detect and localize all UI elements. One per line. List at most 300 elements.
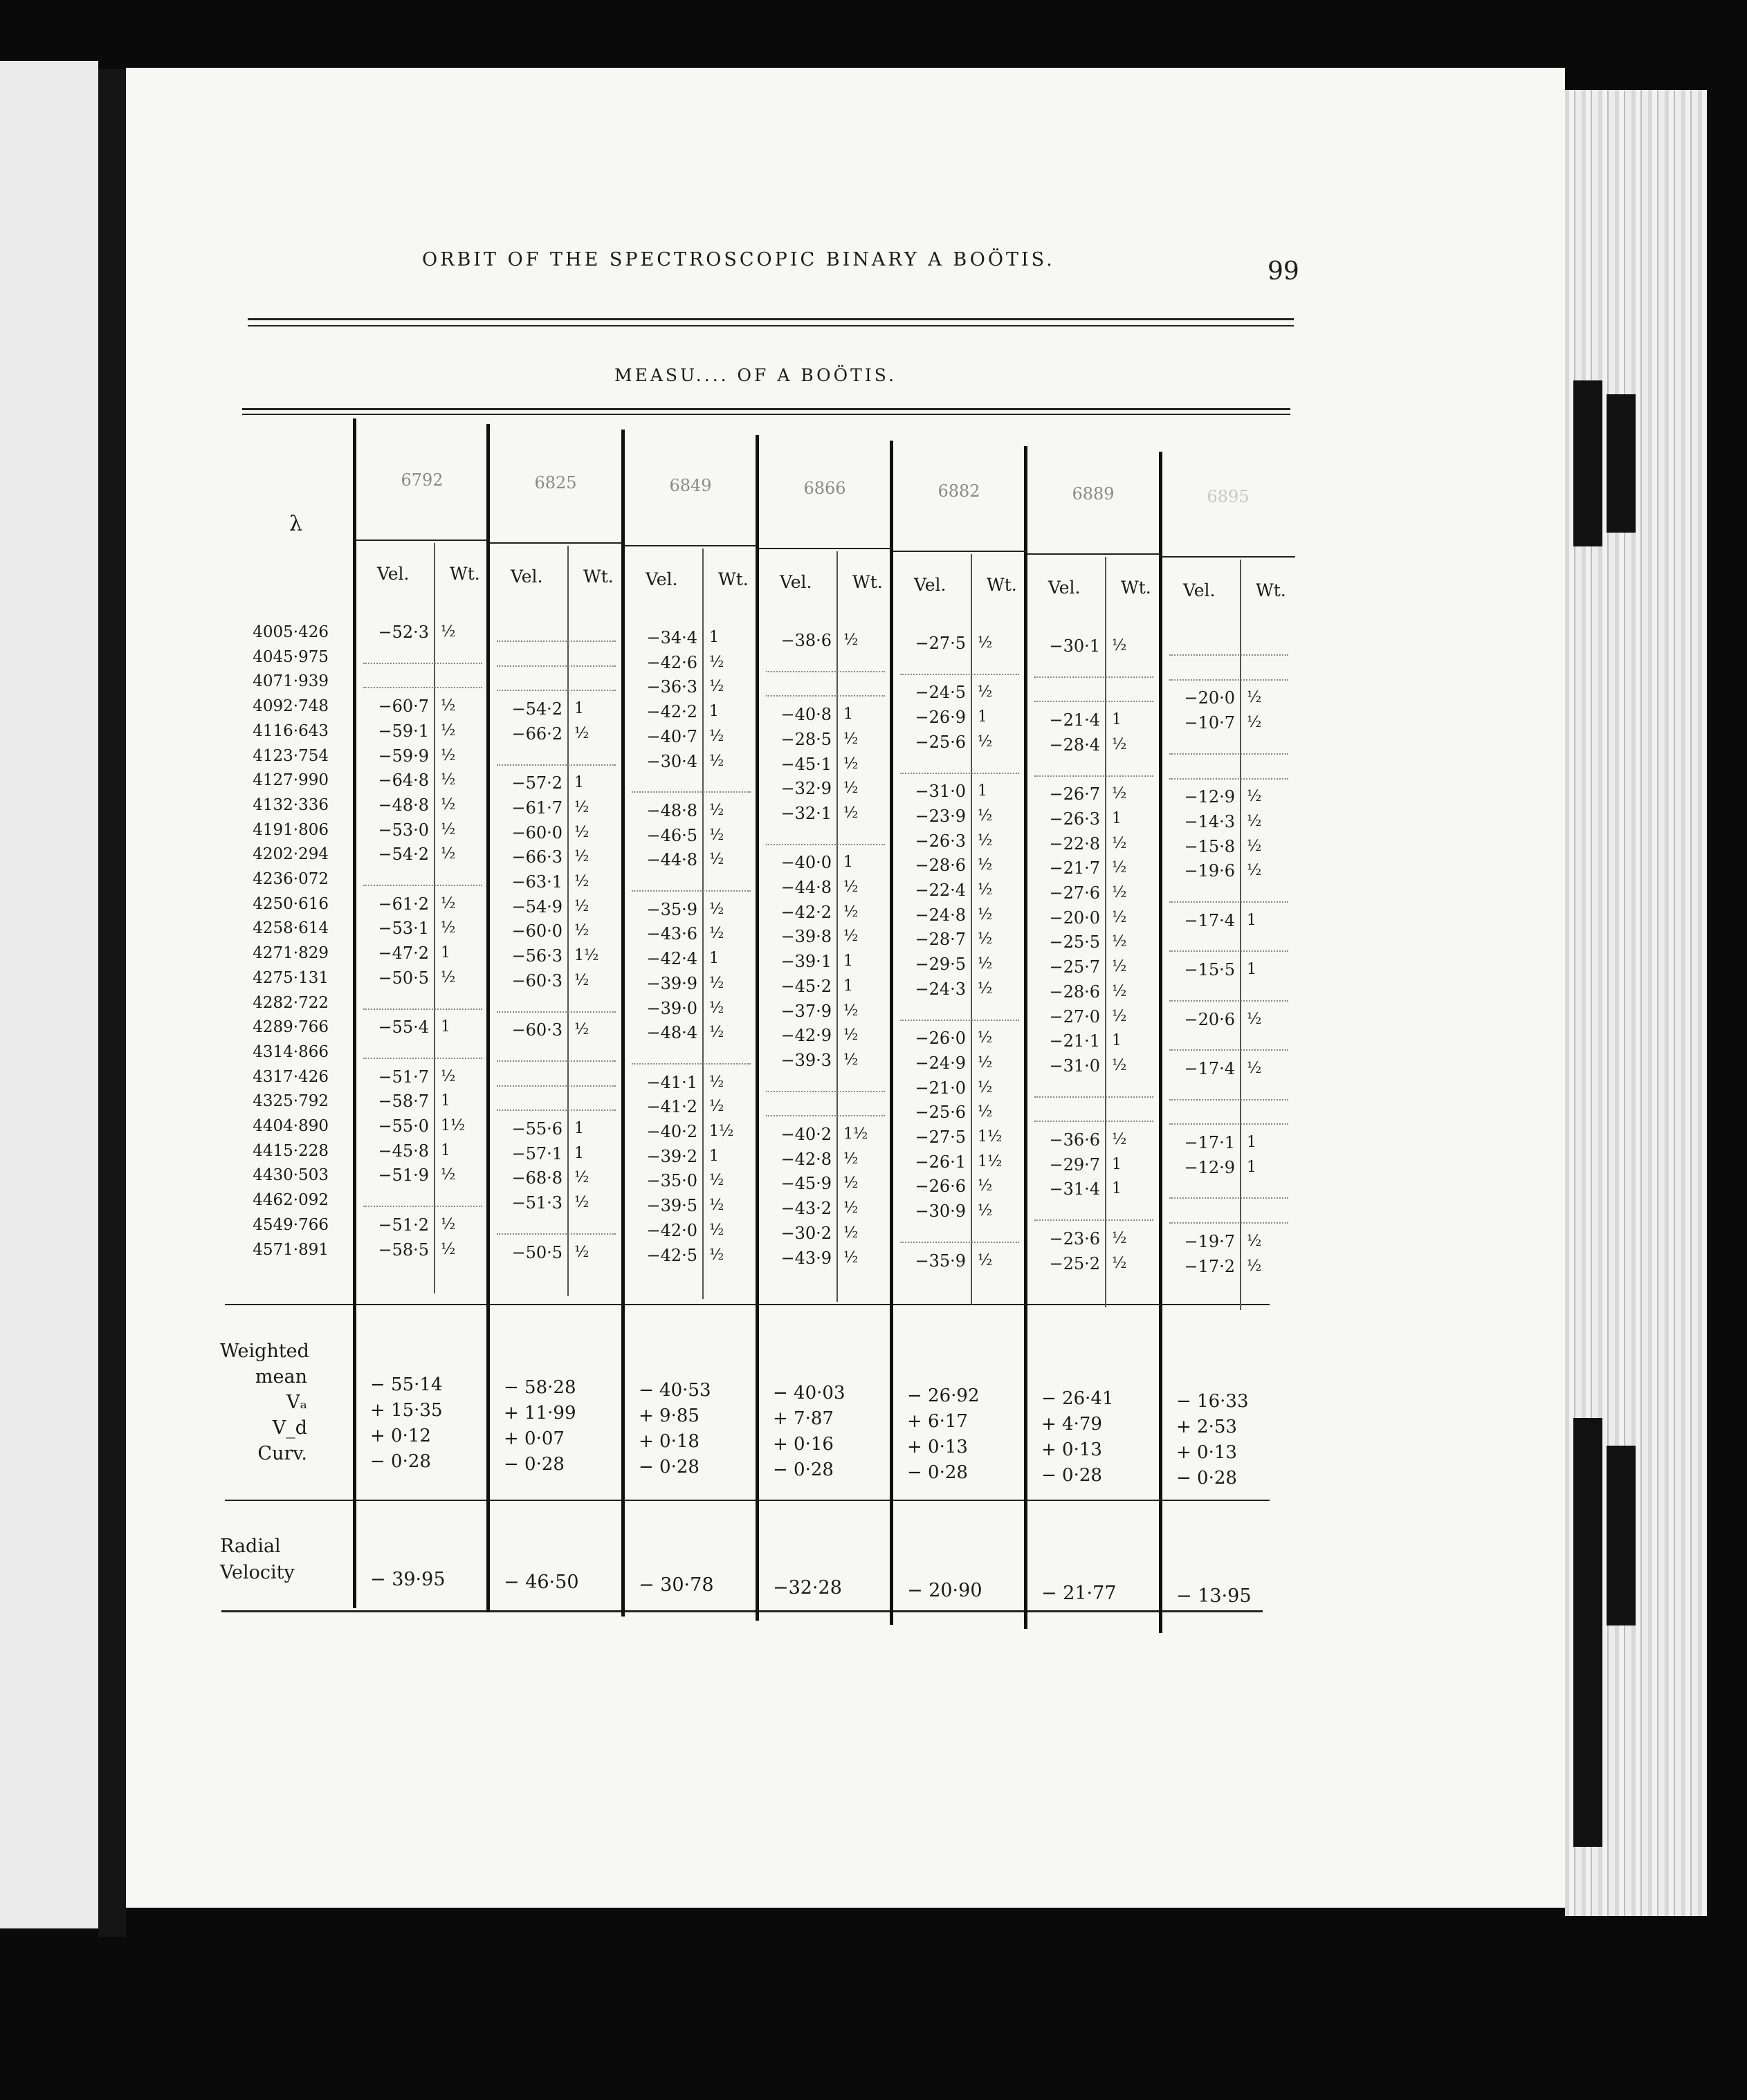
curv-value: − 0·28 (1176, 1468, 1237, 1489)
weight-cell: ½ (843, 1150, 859, 1168)
weight-cell: ½ (1112, 637, 1127, 654)
weight-cell: ½ (1112, 859, 1127, 877)
velocity-cell: −25·7 (1049, 957, 1100, 977)
weight-cell: 1 (1247, 961, 1256, 979)
vel-header: Vel. (377, 564, 410, 584)
velocity-cell: −51·9 (378, 1166, 429, 1186)
velocity-cell: −50·5 (378, 968, 429, 988)
wavelength-cell: 4289·766 (253, 1018, 329, 1037)
empty-cell (497, 690, 616, 691)
weighted-mean-value: − 40·03 (773, 1383, 845, 1403)
wt-header: Wt. (987, 575, 1017, 595)
weight-cell: ½ (1247, 862, 1262, 880)
weight-cell: ½ (441, 1215, 456, 1233)
velocity-cell: −26·3 (915, 831, 966, 851)
wt-header: Wt. (1256, 580, 1286, 600)
empty-cell (1169, 1197, 1288, 1199)
velocity-cell: −51·3 (511, 1193, 562, 1213)
lambda-header: λ (289, 512, 303, 536)
empty-cell (1169, 1049, 1288, 1051)
velocity-cell: −26·7 (1049, 784, 1100, 804)
velocity-cell: −61·2 (378, 894, 429, 914)
curv-label: Curv. (257, 1443, 307, 1464)
weight-cell: ½ (709, 752, 724, 770)
velocity-cell: −26·9 (915, 708, 966, 728)
weight-cell: ½ (574, 1194, 589, 1212)
velocity-cell: −42·9 (780, 1026, 832, 1046)
wavelength-cell: 4430·503 (253, 1166, 329, 1185)
velocity-cell: −26·0 (915, 1029, 966, 1049)
velocity-cell: −27·5 (915, 1127, 966, 1147)
weight-cell: ½ (574, 1021, 589, 1039)
weight-cell: ½ (709, 1221, 724, 1239)
velocity-cell: −24·9 (915, 1053, 966, 1073)
velocity-cell: −32·1 (780, 803, 832, 823)
velocity-cell: −29·7 (1049, 1154, 1100, 1175)
velocity-cell: −56·3 (511, 946, 562, 966)
weight-cell: ½ (978, 905, 993, 923)
velocity-cell: −20·0 (1184, 688, 1235, 708)
weight-cell: ½ (709, 1197, 724, 1215)
weight-cell: 1 (709, 629, 719, 646)
column-divider (353, 418, 356, 1608)
velocity-cell: −40·2 (780, 1125, 832, 1144)
plate-number: 6825 (534, 473, 577, 492)
velocity-cell: −30·2 (780, 1223, 832, 1243)
weight-cell: 1 (843, 706, 853, 724)
wt-header: Wt. (1121, 578, 1151, 598)
velocity-cell: −42·2 (780, 902, 832, 922)
empty-cell (766, 844, 885, 845)
weight-cell: ½ (978, 807, 993, 825)
weight-cell: ½ (574, 1169, 589, 1187)
column-divider (621, 430, 625, 1617)
velocity-cell: −46·5 (646, 825, 697, 845)
weight-cell: 1 (709, 1147, 719, 1165)
weighted-mean-value: − 55·14 (370, 1374, 443, 1395)
weight-cell: ½ (843, 1175, 859, 1192)
velocity-cell: −17·4 (1184, 1058, 1235, 1078)
velocity-cell: −40·2 (646, 1122, 697, 1141)
weight-cell: 1 (1247, 911, 1256, 929)
weight-cell: ½ (843, 804, 859, 822)
velocity-cell: −57·2 (511, 773, 562, 793)
radial-velocity-value: − 20·90 (907, 1580, 982, 1601)
empty-cell (1169, 1099, 1288, 1100)
weight-cell: 1 (843, 977, 853, 995)
weight-cell: ½ (1112, 785, 1127, 803)
weight-cell: ½ (1112, 933, 1127, 951)
vel-wt-divider (836, 551, 838, 1302)
wavelength-cell: 4549·766 (253, 1215, 329, 1234)
velocity-cell: −21·0 (915, 1078, 966, 1098)
empty-cell (1034, 1219, 1153, 1221)
velocity-cell: −48·8 (378, 795, 429, 815)
weight-cell: ½ (978, 1177, 993, 1195)
velocity-cell: −44·8 (646, 850, 697, 870)
weight-cell: ½ (709, 1246, 724, 1264)
velocity-cell: −25·6 (915, 1103, 966, 1123)
weight-cell: ½ (978, 1053, 993, 1071)
empty-cell (497, 1109, 616, 1111)
weight-cell: ½ (843, 878, 859, 896)
weight-cell: ½ (441, 1240, 456, 1258)
left-page (0, 61, 98, 1928)
weight-cell: 1 (441, 1092, 450, 1110)
column-divider (1159, 452, 1162, 1633)
velocity-cell: −37·9 (780, 1001, 832, 1021)
column-divider (486, 424, 490, 1612)
weight-cell: 1½ (709, 1123, 734, 1140)
weight-cell: ½ (1112, 1131, 1127, 1148)
plate-rule (625, 545, 758, 546)
weight-cell: ½ (843, 928, 859, 946)
wavelength-cell: 4202·294 (253, 845, 329, 864)
velocity-cell: −20·6 (1184, 1009, 1235, 1029)
weight-cell: ½ (574, 922, 589, 940)
velocity-cell: −63·1 (511, 872, 562, 892)
velocity-cell: −26·6 (915, 1177, 966, 1197)
weight-cell: 1 (574, 774, 584, 792)
wavelength-cell: 4071·939 (253, 672, 329, 691)
velocity-cell: −36·6 (1049, 1130, 1100, 1150)
weight-cell: ½ (1112, 1229, 1127, 1247)
weight-cell: ½ (574, 897, 589, 915)
weight-cell: 1 (843, 854, 853, 872)
wavelength-cell: 4282·722 (253, 993, 329, 1012)
velocity-cell: −17·4 (1184, 910, 1235, 930)
velocity-cell: −35·0 (646, 1171, 697, 1191)
curv-value: − 0·28 (1041, 1465, 1102, 1486)
weight-cell: ½ (441, 919, 456, 937)
va-label: Vₐ (286, 1392, 307, 1413)
vd-value: + 0·07 (504, 1428, 565, 1449)
vel-wt-divider (567, 546, 569, 1296)
velocity-cell: −24·5 (915, 683, 966, 703)
weight-cell: ½ (441, 623, 456, 641)
weight-cell: ½ (978, 1029, 993, 1047)
velocity-cell: −42·5 (646, 1245, 697, 1265)
velocity-cell: −58·7 (378, 1092, 429, 1112)
velocity-cell: −23·9 (915, 806, 966, 826)
velocity-cell: −42·8 (780, 1149, 832, 1169)
velocity-cell: −25·6 (915, 732, 966, 752)
velocity-cell: −58·5 (378, 1240, 429, 1260)
weight-cell: ½ (709, 999, 724, 1017)
weighted-mean-value: − 40·53 (639, 1380, 711, 1401)
empty-cell (900, 674, 1019, 675)
velocity-cell: −39·2 (646, 1146, 697, 1166)
radial-velocity-value: − 46·50 (504, 1572, 579, 1593)
plate-number: 6882 (937, 481, 980, 501)
weight-cell: ½ (574, 724, 589, 742)
velocity-cell: −15·8 (1184, 836, 1235, 856)
velocity-cell: −53·1 (378, 919, 429, 939)
velocity-cell: −42·4 (646, 949, 697, 969)
vel-header: Vel. (1183, 580, 1216, 600)
velocity-cell: −26·3 (1049, 809, 1100, 829)
weight-cell: ½ (1247, 837, 1262, 855)
velocity-cell: −25·5 (1049, 932, 1100, 952)
wavelength-cell: 4404·890 (253, 1117, 329, 1135)
radial-velocity-value: −32·28 (773, 1577, 842, 1599)
va-value: + 9·85 (639, 1406, 699, 1426)
empty-cell (1169, 654, 1288, 656)
empty-cell (363, 1008, 482, 1010)
empty-cell (497, 1060, 616, 1062)
table-section-rule (225, 1304, 1270, 1305)
velocity-cell: −17·2 (1184, 1256, 1235, 1276)
weight-cell: ½ (843, 1249, 859, 1267)
weight-cell: ½ (709, 851, 724, 869)
weight-cell: 1 (1112, 809, 1122, 827)
wt-header: Wt. (583, 567, 614, 587)
column-divider (756, 435, 759, 1621)
velocity-cell: −39·1 (780, 952, 832, 972)
plate-number: 6792 (401, 470, 443, 490)
vel-wt-divider (1105, 557, 1106, 1307)
velocity-cell: −60·0 (511, 822, 562, 842)
weight-cell: ½ (1112, 1254, 1127, 1272)
empty-cell (1169, 901, 1288, 903)
wavelength-cell: 4236·072 (253, 870, 329, 888)
velocity-cell: −12·9 (1184, 1157, 1235, 1177)
velocity-cell: −42·2 (646, 702, 697, 722)
velocity-cell: −34·4 (646, 628, 697, 647)
plate-number: 6849 (669, 476, 712, 495)
empty-cell (363, 1206, 482, 1207)
velocity-cell: −39·9 (646, 973, 697, 993)
header-rule (248, 318, 1294, 320)
library-stamp (1573, 1418, 1602, 1847)
weight-cell: ½ (709, 801, 724, 819)
weight-cell: 1 (1112, 1180, 1122, 1198)
weight-cell: 1 (574, 1144, 584, 1162)
weight-cell: 1½ (843, 1125, 868, 1143)
wavelength-cell: 4092·748 (253, 697, 329, 716)
va-value: + 7·87 (773, 1408, 834, 1429)
velocity-cell: −38·6 (780, 631, 832, 650)
velocity-cell: −54·2 (378, 845, 429, 865)
plate-rule (1162, 556, 1295, 558)
velocity-cell: −64·8 (378, 771, 429, 791)
empty-cell (497, 665, 616, 667)
weight-cell: ½ (843, 1199, 859, 1217)
velocity-cell: −39·8 (780, 927, 832, 947)
vel-header: Vel. (780, 572, 812, 592)
empty-cell (1169, 753, 1288, 755)
velocity-cell: −28·6 (1049, 982, 1100, 1002)
velocity-cell: −24·8 (915, 905, 966, 925)
velocity-cell: −35·9 (915, 1251, 966, 1271)
weight-cell: 1½ (978, 1152, 1003, 1170)
weight-cell: ½ (978, 856, 993, 874)
weight-cell: ½ (1112, 908, 1127, 926)
weight-cell: 1 (709, 703, 719, 721)
empty-cell (1169, 1000, 1288, 1002)
weight-cell: ½ (978, 881, 993, 899)
weight-cell: 1½ (574, 947, 599, 965)
weight-cell: ½ (709, 974, 724, 992)
velocity-cell: −27·5 (915, 634, 966, 653)
velocity-cell: −51·2 (378, 1215, 429, 1235)
velocity-cell: −28·6 (915, 856, 966, 876)
empty-cell (900, 773, 1019, 774)
weight-cell: ½ (441, 1067, 456, 1085)
wavelength-cell: 4571·891 (253, 1240, 329, 1259)
table-top-rule (242, 408, 1290, 410)
table-bottom-rule (221, 1610, 1263, 1612)
vd-value: + 0·13 (1176, 1442, 1237, 1463)
weight-cell: ½ (441, 771, 456, 789)
velocity-cell: −60·0 (511, 921, 562, 941)
weight-cell: 1½ (978, 1128, 1003, 1145)
empty-cell (1034, 775, 1153, 777)
weight-cell: 1 (441, 944, 450, 962)
empty-cell (766, 1091, 885, 1092)
weight-cell: 1 (1112, 1155, 1122, 1173)
weight-cell: ½ (1247, 714, 1262, 732)
velocity-cell: −54·2 (511, 699, 562, 719)
velocity-cell: −45·8 (378, 1141, 429, 1161)
weight-cell: 1 (978, 708, 987, 726)
vel-header: Vel. (646, 569, 678, 589)
va-value: + 2·53 (1176, 1417, 1237, 1437)
weight-cell: 1 (1247, 1158, 1256, 1176)
velocity-label: Velocity (220, 1562, 295, 1583)
weight-cell: ½ (574, 1243, 589, 1261)
velocity-cell: −21·7 (1049, 858, 1100, 878)
velocity-cell: −39·5 (646, 1196, 697, 1216)
velocity-cell: −52·3 (378, 623, 429, 642)
velocity-cell: −40·8 (780, 705, 832, 725)
weight-cell: ½ (1247, 812, 1262, 830)
velocity-cell: −53·0 (378, 820, 429, 840)
weight-cell: ½ (978, 1251, 993, 1269)
velocity-cell: −14·3 (1184, 811, 1235, 831)
velocity-cell: −50·5 (511, 1242, 562, 1262)
weight-cell: 1 (1247, 1134, 1256, 1151)
wt-header: Wt. (852, 572, 883, 592)
weight-cell: ½ (1112, 834, 1127, 852)
weight-cell: ½ (441, 968, 456, 986)
velocity-cell: −43·6 (646, 924, 697, 944)
velocity-cell: −60·7 (378, 697, 429, 717)
library-stamp (1607, 394, 1636, 533)
velocity-cell: −19·6 (1184, 861, 1235, 881)
table-section-rule (225, 1500, 1270, 1501)
vd-value: + 0·13 (1041, 1439, 1102, 1460)
weight-cell: ½ (1247, 689, 1262, 707)
weight-cell: 1 (441, 1018, 450, 1036)
velocity-cell: −57·1 (511, 1143, 562, 1163)
empty-cell (900, 1020, 1019, 1021)
velocity-cell: −31·0 (1049, 1056, 1100, 1076)
empty-cell (766, 1115, 885, 1116)
weight-cell: ½ (843, 903, 859, 921)
weight-cell: ½ (843, 632, 859, 649)
wavelength-cell: 4258·614 (253, 919, 329, 938)
velocity-cell: −32·9 (780, 779, 832, 799)
vd-label: V_d (272, 1417, 307, 1439)
weight-cell: ½ (1247, 788, 1262, 806)
vel-wt-divider (971, 554, 972, 1305)
velocity-cell: −19·7 (1184, 1231, 1235, 1251)
weight-cell: ½ (843, 730, 859, 748)
wavelength-cell: 4462·092 (253, 1191, 329, 1210)
velocity-cell: −30·9 (915, 1201, 966, 1222)
weight-cell: ½ (441, 820, 456, 838)
plate-number: 6866 (803, 479, 846, 498)
velocity-cell: −22·8 (1049, 833, 1100, 854)
empty-cell (363, 663, 482, 664)
velocity-cell: −55·0 (378, 1116, 429, 1136)
weight-cell: ½ (978, 634, 993, 652)
weight-cell: ½ (441, 795, 456, 813)
velocity-cell: −45·9 (780, 1174, 832, 1194)
plate-rule (759, 548, 892, 549)
velocity-cell: −61·7 (511, 798, 562, 818)
empty-cell (497, 764, 616, 766)
velocity-cell: −35·9 (646, 899, 697, 919)
vd-value: + 0·12 (370, 1426, 431, 1446)
velocity-cell: −40·0 (780, 853, 832, 873)
wavelength-cell: 4045·975 (253, 647, 329, 666)
wavelength-cell: 4415·228 (253, 1141, 329, 1160)
velocity-cell: −28·7 (915, 930, 966, 950)
velocity-cell: −27·0 (1049, 1006, 1100, 1026)
empty-cell (363, 687, 482, 688)
velocity-cell: −42·0 (646, 1220, 697, 1240)
weight-cell: ½ (978, 733, 993, 750)
velocity-cell: −21·1 (1049, 1031, 1100, 1051)
vel-wt-divider (702, 549, 704, 1299)
weight-cell: 1 (709, 950, 719, 968)
running-header: ORBIT OF THE SPECTROSCOPIC BINARY A BOÖTIS. (422, 249, 1055, 270)
velocity-cell: −26·1 (915, 1152, 966, 1172)
weight-cell: ½ (978, 930, 993, 948)
curv-value: − 0·28 (504, 1454, 565, 1475)
wavelength-cell: 4275·131 (253, 968, 329, 987)
weight-cell: ½ (1112, 884, 1127, 901)
velocity-cell: −66·3 (511, 847, 562, 867)
table-top-rule (242, 414, 1290, 415)
empty-cell (363, 1058, 482, 1059)
velocity-cell: −25·2 (1049, 1253, 1100, 1273)
velocity-cell: −43·9 (780, 1248, 832, 1268)
weight-cell: ½ (843, 1002, 859, 1020)
column-divider (890, 441, 893, 1625)
velocity-cell: −31·4 (1049, 1179, 1100, 1199)
velocity-cell: −55·4 (378, 1017, 429, 1038)
velocity-cell: −60·3 (511, 1020, 562, 1040)
velocity-cell: −30·4 (646, 751, 697, 771)
empty-cell (766, 695, 885, 697)
weight-cell: ½ (1247, 1257, 1262, 1275)
empty-cell (1169, 1222, 1288, 1224)
weight-cell: ½ (709, 925, 724, 943)
va-value: + 11·99 (504, 1403, 576, 1424)
velocity-cell: −22·4 (915, 881, 966, 900)
empty-cell (497, 1011, 616, 1013)
weight-cell: ½ (843, 1051, 859, 1069)
wavelength-cell: 4132·336 (253, 795, 329, 814)
weight-cell: ½ (574, 848, 589, 866)
weight-cell: ½ (978, 979, 993, 997)
weighted-mean-value: − 26·41 (1041, 1388, 1114, 1409)
wavelength-cell: 4127·990 (253, 771, 329, 790)
radial-velocity-value: − 30·78 (639, 1574, 714, 1596)
